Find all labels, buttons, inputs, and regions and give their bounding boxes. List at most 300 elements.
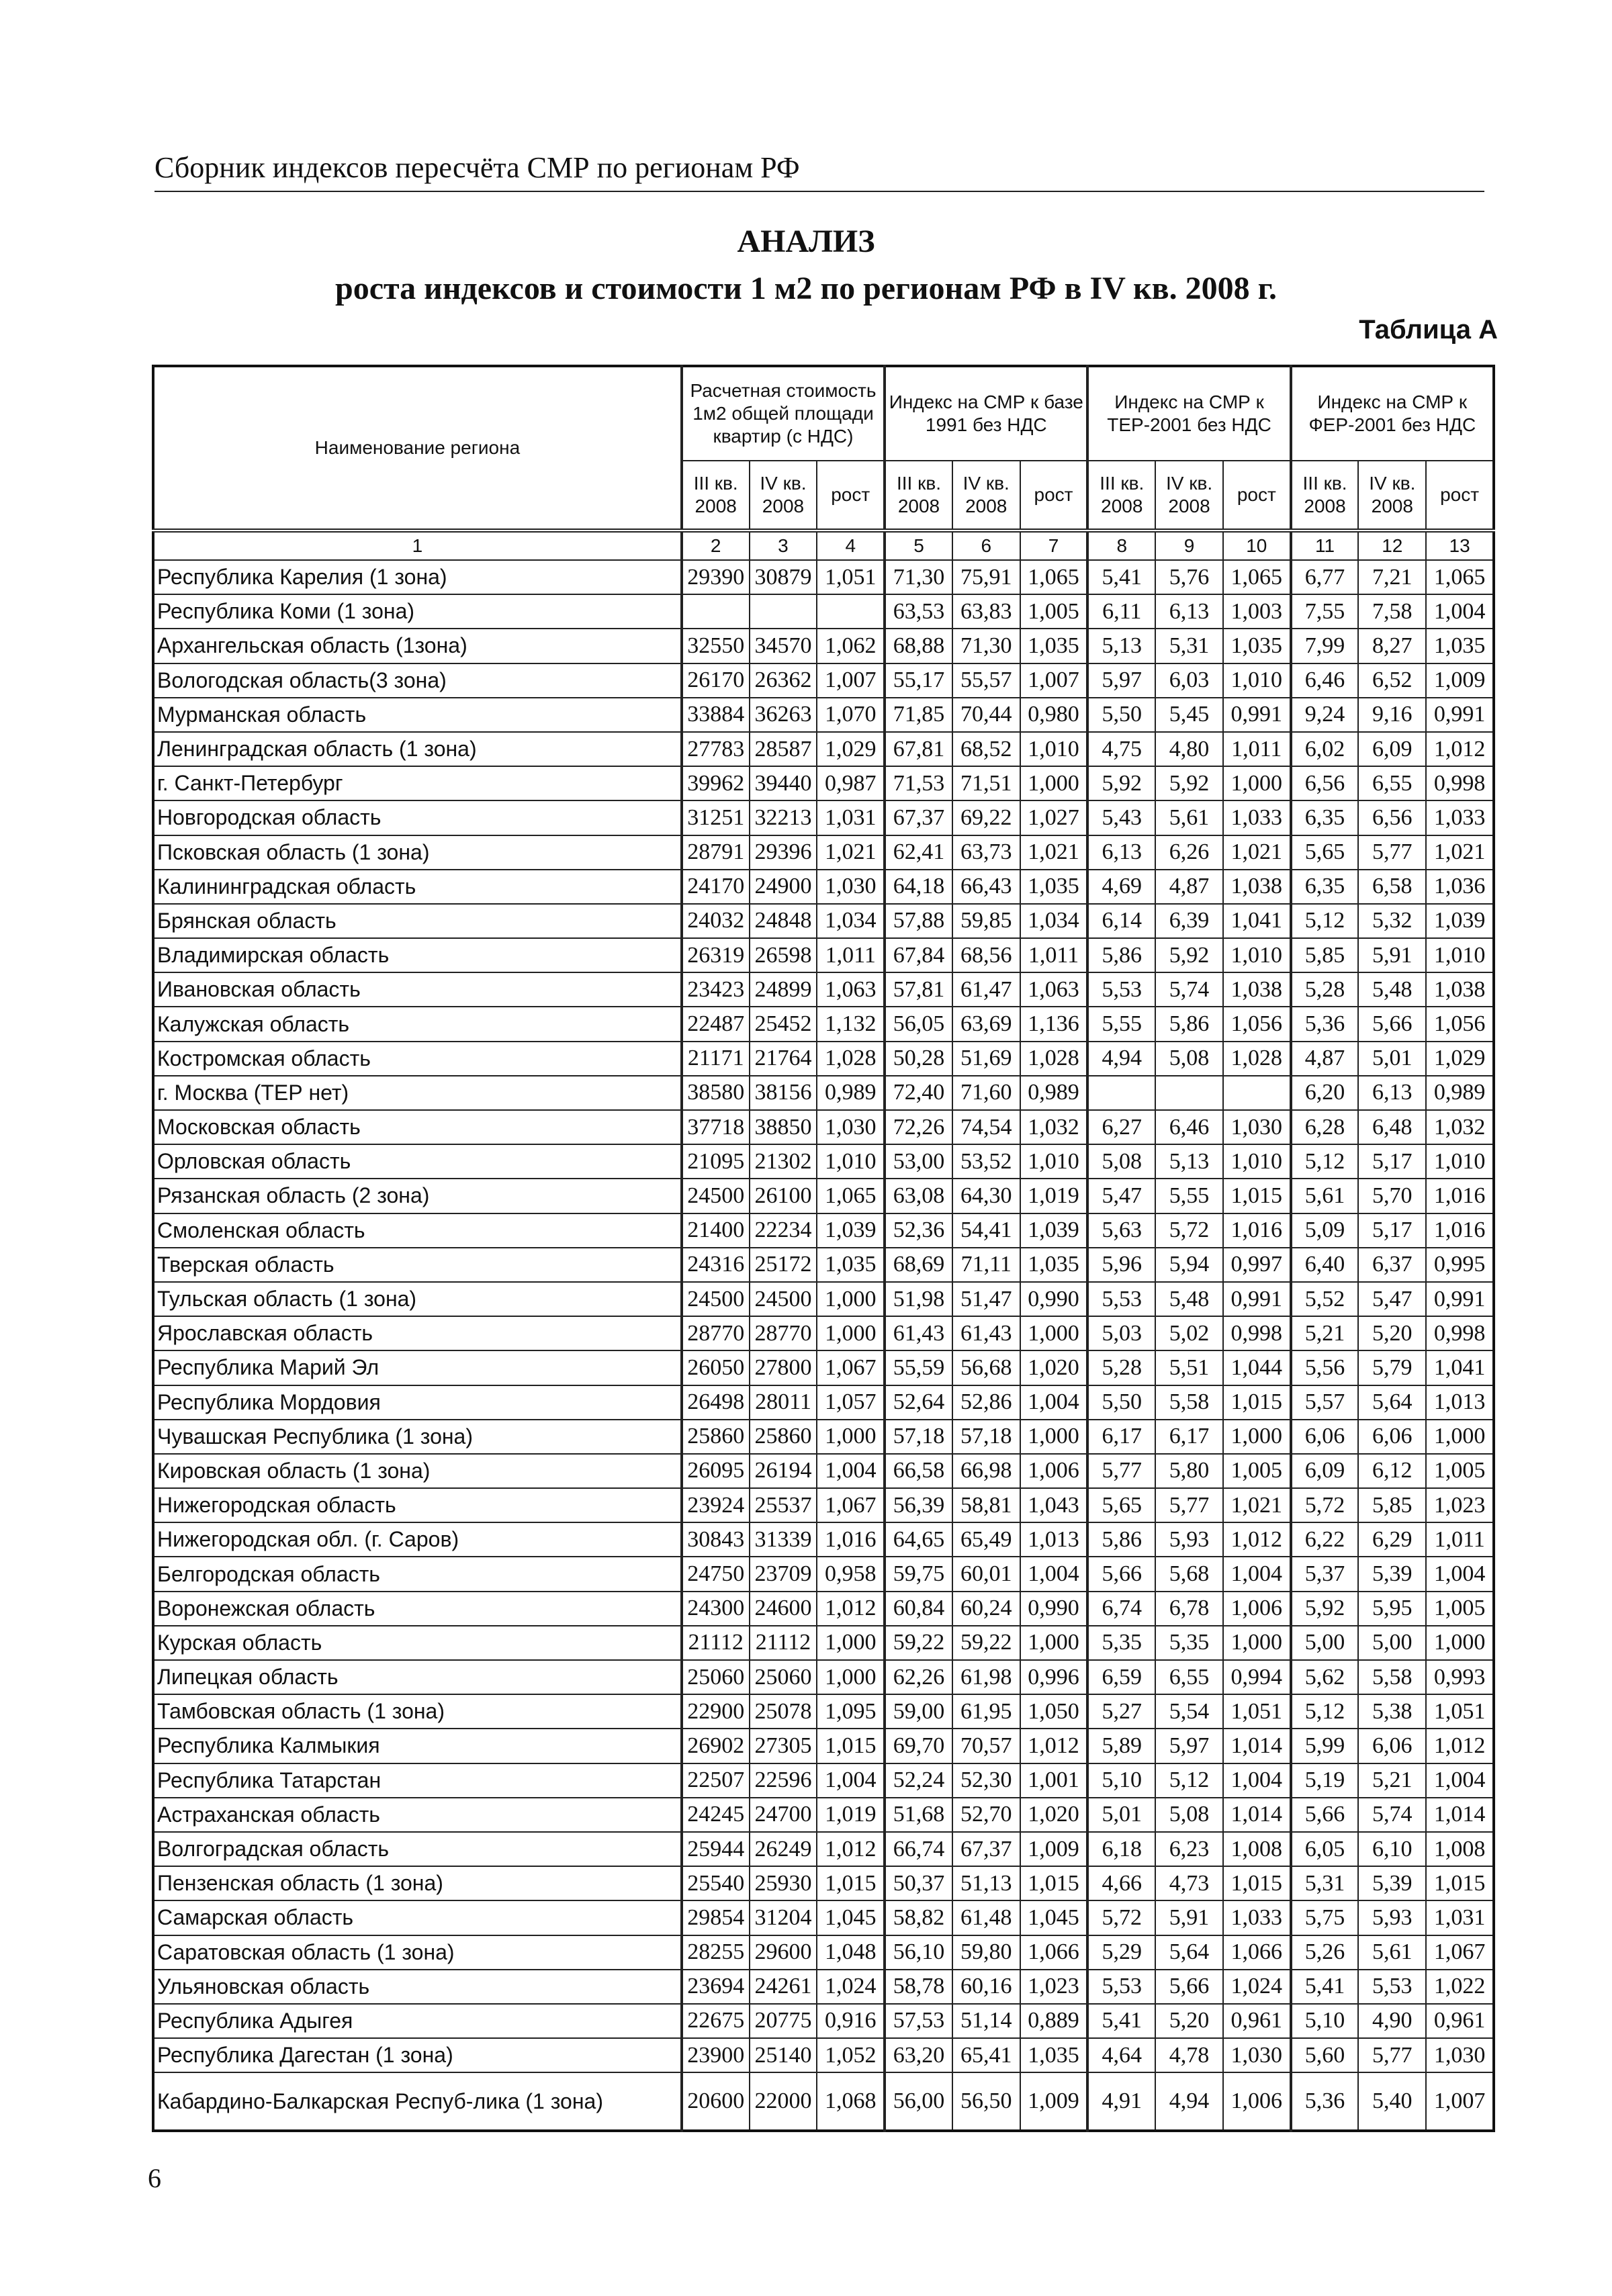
value-cell: 5,58 xyxy=(1155,1385,1223,1420)
value-cell: 63,08 xyxy=(885,1179,952,1213)
region-name-cell: Воронежская область xyxy=(153,1592,682,1626)
value-cell: 1,070 xyxy=(817,698,885,732)
value-cell: 1,019 xyxy=(817,1798,885,1832)
value-cell: 5,97 xyxy=(1155,1729,1223,1763)
region-name-cell: Новгородская область xyxy=(153,800,682,835)
value-cell: 5,80 xyxy=(1155,1454,1223,1488)
value-cell: 6,22 xyxy=(1291,1522,1359,1557)
value-cell: 5,48 xyxy=(1155,1282,1223,1316)
column-number: 4 xyxy=(817,531,885,560)
value-cell: 5,43 xyxy=(1087,800,1155,835)
value-cell: 24261 xyxy=(750,1970,817,2004)
table-row xyxy=(153,1076,1494,1110)
table-row xyxy=(153,1798,1494,1832)
value-cell: 66,74 xyxy=(885,1832,952,1866)
value-cell: 5,36 xyxy=(1291,2072,1359,2131)
value-cell: 57,18 xyxy=(885,1420,952,1454)
value-cell: 1,021 xyxy=(1223,1488,1291,1522)
column-number: 8 xyxy=(1087,531,1155,560)
value-cell: 69,70 xyxy=(885,1729,952,1763)
value-cell: 24899 xyxy=(750,972,817,1007)
value-cell: 30843 xyxy=(682,1522,750,1557)
value-cell: 6,09 xyxy=(1291,1454,1359,1488)
value-cell: 5,03 xyxy=(1087,1316,1155,1350)
value-cell: 5,41 xyxy=(1291,1970,1359,2004)
region-name-cell: Нижегородская область xyxy=(153,1488,682,1522)
region-name-cell: Липецкая область xyxy=(153,1660,682,1694)
value-cell: 57,88 xyxy=(885,904,952,938)
value-cell: 28255 xyxy=(682,1935,750,1970)
column-number: 10 xyxy=(1223,531,1291,560)
value-cell: 5,77 xyxy=(1358,2038,1426,2072)
value-cell: 1,010 xyxy=(1426,938,1494,972)
value-cell: 25860 xyxy=(682,1420,750,1454)
value-cell: 55,17 xyxy=(885,663,952,698)
value-cell: 1,010 xyxy=(1223,938,1291,972)
value-cell: 63,20 xyxy=(885,2038,952,2072)
value-cell: 7,99 xyxy=(1291,629,1359,663)
value-cell: 5,66 xyxy=(1291,1798,1359,1832)
value-cell: 28770 xyxy=(750,1316,817,1350)
value-cell: 1,021 xyxy=(1020,835,1088,870)
region-name-cell: Кабардино-Балкарская Респуб-лика (1 зона) xyxy=(153,2072,682,2131)
region-name-cell: Ярославская область xyxy=(153,1316,682,1350)
value-cell: 5,64 xyxy=(1155,1935,1223,1970)
value-cell: 1,006 xyxy=(1223,1592,1291,1626)
value-cell: 1,016 xyxy=(1426,1179,1494,1213)
column-number: 6 xyxy=(952,531,1020,560)
value-cell: 6,55 xyxy=(1358,766,1426,800)
value-cell: 1,000 xyxy=(1426,1626,1494,1660)
value-cell: 25140 xyxy=(750,2038,817,2072)
value-cell: 26362 xyxy=(750,663,817,698)
value-cell: 1,020 xyxy=(1020,1350,1088,1385)
value-cell: 5,77 xyxy=(1155,1488,1223,1522)
value-cell: 5,50 xyxy=(1087,1385,1155,1420)
value-cell: 1,021 xyxy=(1223,835,1291,870)
value-cell: 1,030 xyxy=(1223,1110,1291,1144)
value-cell: 25537 xyxy=(750,1488,817,1522)
value-cell: 1,067 xyxy=(817,1350,885,1385)
value-cell: 0,989 xyxy=(1426,1076,1494,1110)
value-cell: 1,015 xyxy=(1223,1866,1291,1900)
value-cell: 5,62 xyxy=(1291,1660,1359,1694)
table-row xyxy=(153,800,1494,835)
value-cell: 36263 xyxy=(750,698,817,732)
value-cell: 1,010 xyxy=(1020,732,1088,766)
value-cell: 23709 xyxy=(750,1557,817,1591)
subheader-growth: рост xyxy=(1020,461,1088,531)
value-cell: 25060 xyxy=(682,1660,750,1694)
value-cell: 6,17 xyxy=(1155,1420,1223,1454)
value-cell: 1,045 xyxy=(1020,1900,1088,1935)
value-cell: 25540 xyxy=(682,1866,750,1900)
value-cell: 5,65 xyxy=(1291,835,1359,870)
value-cell: 1,028 xyxy=(817,1042,885,1076)
value-cell: 1,065 xyxy=(1426,560,1494,594)
value-cell: 1,015 xyxy=(1020,1866,1088,1900)
value-cell: 1,013 xyxy=(1020,1522,1088,1557)
value-cell: 6,40 xyxy=(1291,1248,1359,1282)
value-cell: 21095 xyxy=(682,1144,750,1179)
value-cell: 1,035 xyxy=(1020,2038,1088,2072)
value-cell: 5,47 xyxy=(1087,1179,1155,1213)
value-cell: 1,000 xyxy=(1020,766,1088,800)
table-row xyxy=(153,1592,1494,1626)
value-cell: 6,46 xyxy=(1155,1110,1223,1144)
value-cell: 61,43 xyxy=(952,1316,1020,1350)
value-cell: 1,039 xyxy=(1020,1213,1088,1248)
value-cell: 28770 xyxy=(682,1316,750,1350)
header-group-base1991: Индекс на СМР к базе 1991 без НДС xyxy=(885,366,1087,461)
column-number: 3 xyxy=(750,531,817,560)
value-cell: 1,010 xyxy=(1223,1144,1291,1179)
table-row xyxy=(153,1866,1494,1900)
table-row xyxy=(153,835,1494,870)
region-name-cell: Республика Мордовия xyxy=(153,1385,682,1420)
value-cell: 24245 xyxy=(682,1798,750,1832)
value-cell: 1,005 xyxy=(1223,1454,1291,1488)
value-cell: 5,92 xyxy=(1155,938,1223,972)
value-cell: 5,20 xyxy=(1358,1316,1426,1350)
subheader-q4: IV кв. 2008 xyxy=(1155,461,1223,531)
value-cell: 5,93 xyxy=(1358,1900,1426,1935)
value-cell: 5,31 xyxy=(1291,1866,1359,1900)
value-cell: 24848 xyxy=(750,904,817,938)
value-cell: 6,18 xyxy=(1087,1832,1155,1866)
value-cell: 27800 xyxy=(750,1350,817,1385)
subheader-growth: рост xyxy=(1426,461,1494,531)
region-name-cell: Смоленская область xyxy=(153,1213,682,1248)
table-row xyxy=(153,629,1494,663)
value-cell: 1,000 xyxy=(1223,766,1291,800)
value-cell: 1,035 xyxy=(817,1248,885,1282)
value-cell: 5,66 xyxy=(1087,1557,1155,1591)
value-cell: 1,000 xyxy=(1426,1420,1494,1454)
value-cell: 6,11 xyxy=(1087,594,1155,629)
subheader-q3: III кв. 2008 xyxy=(885,461,952,531)
value-cell: 27305 xyxy=(750,1729,817,1763)
value-cell: 5,21 xyxy=(1291,1316,1359,1350)
value-cell: 26095 xyxy=(682,1454,750,1488)
value-cell: 0,889 xyxy=(1020,2004,1088,2038)
value-cell: 5,54 xyxy=(1155,1694,1223,1729)
column-number: 1 xyxy=(153,531,682,560)
value-cell: 1,012 xyxy=(1426,732,1494,766)
value-cell: 0,995 xyxy=(1426,1248,1494,1282)
table-body xyxy=(153,560,1494,2131)
value-cell: 5,72 xyxy=(1291,1488,1359,1522)
subheader-growth: рост xyxy=(817,461,885,531)
value-cell: 70,57 xyxy=(952,1729,1020,1763)
value-cell: 62,41 xyxy=(885,835,952,870)
value-cell: 6,13 xyxy=(1155,594,1223,629)
value-cell: 1,003 xyxy=(1223,594,1291,629)
region-name-cell: Ивановская область xyxy=(153,972,682,1007)
region-name-cell: Орловская область xyxy=(153,1144,682,1179)
value-cell: 59,80 xyxy=(952,1935,1020,1970)
value-cell: 1,004 xyxy=(1426,1763,1494,1798)
value-cell: 58,78 xyxy=(885,1970,952,2004)
value-cell xyxy=(817,594,885,629)
value-cell: 5,77 xyxy=(1087,1454,1155,1488)
value-cell: 1,016 xyxy=(817,1522,885,1557)
value-cell: 5,01 xyxy=(1358,1042,1426,1076)
value-cell: 6,74 xyxy=(1087,1592,1155,1626)
value-cell: 1,000 xyxy=(817,1420,885,1454)
value-cell: 56,68 xyxy=(952,1350,1020,1385)
value-cell: 5,37 xyxy=(1291,1557,1359,1591)
table-row xyxy=(153,1900,1494,1935)
value-cell: 1,035 xyxy=(1426,629,1494,663)
value-cell: 60,16 xyxy=(952,1970,1020,2004)
value-cell: 51,13 xyxy=(952,1866,1020,1900)
value-cell: 66,98 xyxy=(952,1454,1020,1488)
value-cell: 22596 xyxy=(750,1763,817,1798)
value-cell: 5,12 xyxy=(1291,904,1359,938)
value-cell: 61,98 xyxy=(952,1660,1020,1694)
value-cell: 5,65 xyxy=(1087,1488,1155,1522)
value-cell: 1,136 xyxy=(1020,1007,1088,1041)
value-cell: 25930 xyxy=(750,1866,817,1900)
table-row xyxy=(153,1970,1494,2004)
value-cell: 7,21 xyxy=(1358,560,1426,594)
value-cell: 1,041 xyxy=(1426,1350,1494,1385)
value-cell: 29390 xyxy=(682,560,750,594)
table-row xyxy=(153,1385,1494,1420)
table-row xyxy=(153,870,1494,904)
value-cell: 51,69 xyxy=(952,1042,1020,1076)
value-cell: 5,94 xyxy=(1155,1248,1223,1282)
value-cell: 0,998 xyxy=(1223,1316,1291,1350)
value-cell: 1,065 xyxy=(1223,560,1291,594)
value-cell: 6,06 xyxy=(1358,1420,1426,1454)
value-cell: 0,991 xyxy=(1223,1282,1291,1316)
value-cell: 65,41 xyxy=(952,2038,1020,2072)
value-cell: 67,84 xyxy=(885,938,952,972)
value-cell: 52,86 xyxy=(952,1385,1020,1420)
table-row xyxy=(153,698,1494,732)
value-cell: 1,008 xyxy=(1426,1832,1494,1866)
value-cell: 32550 xyxy=(682,629,750,663)
value-cell: 5,86 xyxy=(1087,1522,1155,1557)
value-cell: 29854 xyxy=(682,1900,750,1935)
table-row xyxy=(153,1557,1494,1591)
value-cell: 0,991 xyxy=(1426,1282,1494,1316)
value-cell: 54,41 xyxy=(952,1213,1020,1248)
value-cell: 1,021 xyxy=(1426,835,1494,870)
table-row xyxy=(153,1694,1494,1729)
region-name-cell: Самарская область xyxy=(153,1900,682,1935)
value-cell: 26498 xyxy=(682,1385,750,1420)
value-cell: 5,74 xyxy=(1155,972,1223,1007)
table-row xyxy=(153,2038,1494,2072)
value-cell: 5,02 xyxy=(1155,1316,1223,1350)
value-cell: 21112 xyxy=(750,1626,817,1660)
value-cell: 5,85 xyxy=(1291,938,1359,972)
value-cell: 6,09 xyxy=(1358,732,1426,766)
value-cell: 6,77 xyxy=(1291,560,1359,594)
value-cell: 5,68 xyxy=(1155,1557,1223,1591)
region-name-cell: г. Санкт-Петербург xyxy=(153,766,682,800)
value-cell: 5,63 xyxy=(1087,1213,1155,1248)
value-cell: 1,024 xyxy=(1223,1970,1291,2004)
value-cell: 55,57 xyxy=(952,663,1020,698)
value-cell: 1,031 xyxy=(817,800,885,835)
value-cell: 6,29 xyxy=(1358,1522,1426,1557)
value-cell: 6,35 xyxy=(1291,800,1359,835)
value-cell: 1,034 xyxy=(1020,904,1088,938)
value-cell: 1,066 xyxy=(1223,1935,1291,1970)
value-cell: 28011 xyxy=(750,1385,817,1420)
value-cell: 26050 xyxy=(682,1350,750,1385)
value-cell: 5,12 xyxy=(1291,1144,1359,1179)
value-cell: 7,55 xyxy=(1291,594,1359,629)
value-cell: 32213 xyxy=(750,800,817,835)
value-cell xyxy=(1087,1076,1155,1110)
value-cell: 5,19 xyxy=(1291,1763,1359,1798)
value-cell: 5,61 xyxy=(1291,1179,1359,1213)
value-cell: 5,41 xyxy=(1087,2004,1155,2038)
value-cell: 5,28 xyxy=(1291,972,1359,1007)
table-row xyxy=(153,2072,1494,2131)
value-cell: 21112 xyxy=(682,1626,750,1660)
value-cell: 71,60 xyxy=(952,1076,1020,1110)
value-cell: 0,990 xyxy=(1020,1592,1088,1626)
table-row xyxy=(153,904,1494,938)
region-name-cell: Кировская область (1 зона) xyxy=(153,1454,682,1488)
value-cell: 1,012 xyxy=(1223,1522,1291,1557)
value-cell: 52,36 xyxy=(885,1213,952,1248)
value-cell: 1,023 xyxy=(1020,1970,1088,2004)
document-subtitle: роста индексов и стоимости 1 м2 по регионам РФ в IV кв. 2008 г. xyxy=(335,271,1277,306)
value-cell: 1,027 xyxy=(1020,800,1088,835)
value-cell: 6,13 xyxy=(1087,835,1155,870)
value-cell: 21171 xyxy=(682,1042,750,1076)
value-cell: 21764 xyxy=(750,1042,817,1076)
value-cell: 1,022 xyxy=(1426,1970,1494,2004)
value-cell: 1,010 xyxy=(1223,663,1291,698)
value-cell: 56,00 xyxy=(885,2072,952,2131)
value-cell: 71,30 xyxy=(952,629,1020,663)
value-cell: 59,75 xyxy=(885,1557,952,1591)
value-cell: 1,052 xyxy=(817,2038,885,2072)
value-cell: 1,011 xyxy=(817,938,885,972)
value-cell: 1,004 xyxy=(817,1454,885,1488)
region-name-cell: Астраханская область xyxy=(153,1798,682,1832)
region-name-cell: Чувашская Республика (1 зона) xyxy=(153,1420,682,1454)
value-cell: 24700 xyxy=(750,1798,817,1832)
value-cell: 26194 xyxy=(750,1454,817,1488)
value-cell: 1,038 xyxy=(1223,972,1291,1007)
value-cell: 1,035 xyxy=(1020,870,1088,904)
value-cell: 25452 xyxy=(750,1007,817,1041)
value-cell: 4,64 xyxy=(1087,2038,1155,2072)
value-cell: 5,86 xyxy=(1155,1007,1223,1041)
value-cell: 1,004 xyxy=(1223,1763,1291,1798)
value-cell: 0,998 xyxy=(1426,1316,1494,1350)
value-cell: 1,066 xyxy=(1020,1935,1088,1970)
value-cell: 5,12 xyxy=(1291,1694,1359,1729)
table-row xyxy=(153,1110,1494,1144)
value-cell: 1,009 xyxy=(1426,663,1494,698)
table-row xyxy=(153,732,1494,766)
value-cell: 1,056 xyxy=(1426,1007,1494,1041)
value-cell: 51,14 xyxy=(952,2004,1020,2038)
value-cell: 63,69 xyxy=(952,1007,1020,1041)
value-cell: 71,53 xyxy=(885,766,952,800)
region-name-cell: Калининградская область xyxy=(153,870,682,904)
value-cell: 1,021 xyxy=(817,835,885,870)
region-name-cell: Тверская область xyxy=(153,1248,682,1282)
value-cell: 6,06 xyxy=(1358,1729,1426,1763)
value-cell: 71,51 xyxy=(952,766,1020,800)
value-cell: 52,64 xyxy=(885,1385,952,1420)
value-cell: 5,01 xyxy=(1087,1798,1155,1832)
value-cell: 1,000 xyxy=(817,1316,885,1350)
value-cell: 1,051 xyxy=(1223,1694,1291,1729)
value-cell: 74,54 xyxy=(952,1110,1020,1144)
value-cell: 6,56 xyxy=(1291,766,1359,800)
value-cell: 5,53 xyxy=(1087,1970,1155,2004)
value-cell: 61,43 xyxy=(885,1316,952,1350)
value-cell: 1,004 xyxy=(1223,1557,1291,1591)
value-cell: 68,56 xyxy=(952,938,1020,972)
value-cell: 75,91 xyxy=(952,560,1020,594)
value-cell: 1,014 xyxy=(1223,1729,1291,1763)
value-cell: 1,065 xyxy=(1020,560,1088,594)
value-cell: 61,47 xyxy=(952,972,1020,1007)
value-cell: 1,028 xyxy=(1020,1042,1088,1076)
value-cell: 1,062 xyxy=(817,629,885,663)
value-cell: 1,024 xyxy=(817,1970,885,2004)
value-cell: 63,83 xyxy=(952,594,1020,629)
table-row xyxy=(153,1660,1494,1694)
region-name-cell: Московская область xyxy=(153,1110,682,1144)
value-cell: 1,013 xyxy=(1426,1385,1494,1420)
region-name-cell: Республика Марий Эл xyxy=(153,1350,682,1385)
value-cell: 1,063 xyxy=(817,972,885,1007)
value-cell: 5,53 xyxy=(1087,1282,1155,1316)
value-cell: 5,50 xyxy=(1087,698,1155,732)
value-cell: 31339 xyxy=(750,1522,817,1557)
value-cell: 24600 xyxy=(750,1592,817,1626)
value-cell: 5,08 xyxy=(1087,1144,1155,1179)
value-cell: 26902 xyxy=(682,1729,750,1763)
value-cell: 1,030 xyxy=(1223,2038,1291,2072)
value-cell: 5,53 xyxy=(1087,972,1155,1007)
value-cell: 5,89 xyxy=(1087,1729,1155,1763)
header-group-cost: Расчетная стоимость 1м2 общей площади квартир (с НДС) xyxy=(682,366,885,461)
region-name-cell: Пензенская область (1 зона) xyxy=(153,1866,682,1900)
value-cell: 1,015 xyxy=(1223,1179,1291,1213)
table-row xyxy=(153,1350,1494,1385)
value-cell: 21302 xyxy=(750,1144,817,1179)
value-cell: 6,35 xyxy=(1291,870,1359,904)
value-cell: 22000 xyxy=(750,2072,817,2131)
value-cell: 6,12 xyxy=(1358,1454,1426,1488)
value-cell: 24500 xyxy=(682,1179,750,1213)
value-cell: 4,90 xyxy=(1358,2004,1426,2038)
value-cell: 5,29 xyxy=(1087,1935,1155,1970)
value-cell: 5,74 xyxy=(1358,1798,1426,1832)
value-cell: 5,92 xyxy=(1155,766,1223,800)
value-cell: 6,52 xyxy=(1358,663,1426,698)
subheader-q3: III кв. 2008 xyxy=(682,461,750,531)
value-cell: 6,03 xyxy=(1155,663,1223,698)
region-name-cell: Республика Адыгея xyxy=(153,2004,682,2038)
value-cell xyxy=(682,594,750,629)
